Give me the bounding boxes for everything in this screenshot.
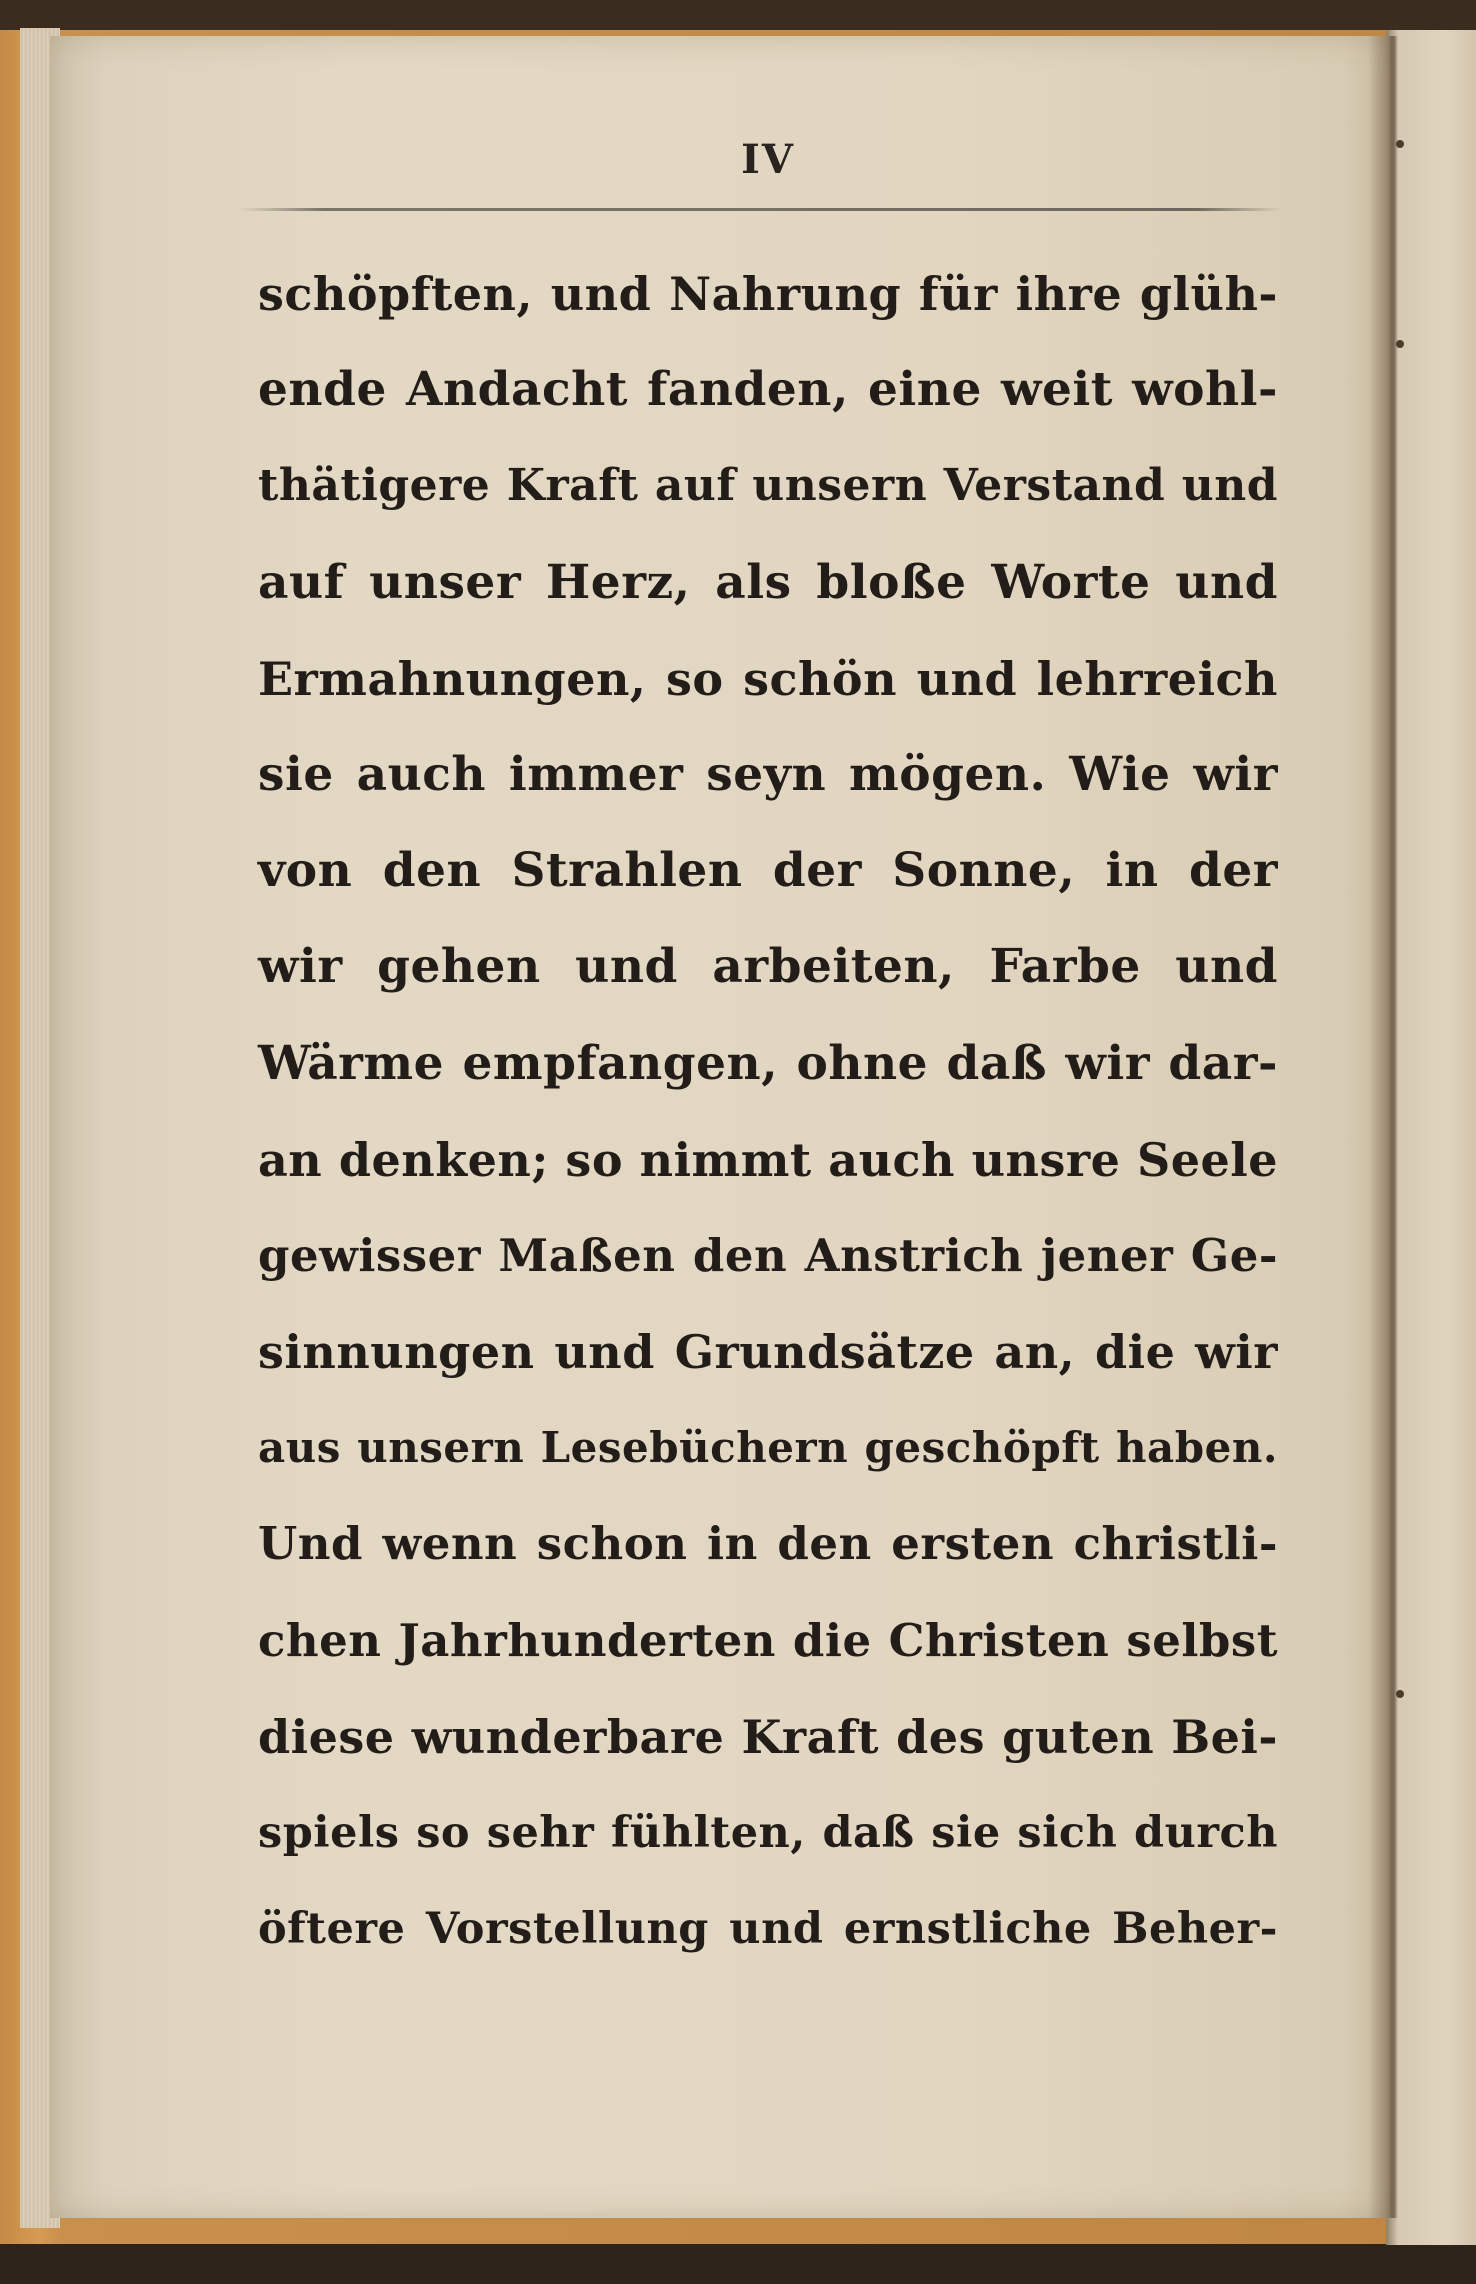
text-line: Ermahnungen, so schön und lehrreich bbox=[258, 651, 1278, 706]
page-number: IV bbox=[741, 136, 795, 183]
binding-stitch bbox=[1396, 340, 1404, 348]
cover-top-edge bbox=[0, 0, 1476, 30]
text-line: Und wenn schon in den ersten christli- bbox=[258, 1517, 1278, 1571]
text-line: ende Andacht fanden, eine weit wohl- bbox=[258, 362, 1278, 418]
text-line: an denken; so nimmt auch unsre Seele bbox=[258, 1132, 1278, 1187]
body-text bbox=[258, 246, 1278, 1977]
text-line: wir gehen und arbeiten, Farbe und bbox=[258, 939, 1278, 995]
text-line: aus unsern Lesebüchern geschöpft haben. bbox=[258, 1423, 1278, 1473]
text-line: chen Jahrhunderten die Christen selbst bbox=[258, 1613, 1278, 1667]
text-line: gewisser Maßen den Anstrich jener Ge- bbox=[258, 1228, 1278, 1282]
text-line: sie auch immer seyn mögen. Wie wir bbox=[258, 746, 1278, 802]
text-line: spiels so sehr fühlten, daß sie sich durch bbox=[258, 1808, 1278, 1858]
binding-stitch bbox=[1396, 1690, 1404, 1698]
text-line: diese wunderbare Kraft des guten Bei- bbox=[258, 1709, 1278, 1764]
facing-page-edge bbox=[1386, 30, 1476, 2245]
text-line: öftere Vorstellung und ernstliche Beher- bbox=[258, 1904, 1278, 1955]
text-line: Wärme empfangen, ohne daß wir dar- bbox=[258, 1035, 1278, 1091]
binding-gutter bbox=[1368, 36, 1398, 2218]
text-line: schöpften, und Nahrung für ihre glüh- bbox=[258, 267, 1278, 321]
text-line: thätigere Kraft auf unsern Verstand und bbox=[258, 460, 1278, 512]
text-line: auf unser Herz, als bloße Worte und bbox=[258, 554, 1278, 610]
text-line: sinnungen und Grundsätze an, die wir bbox=[258, 1325, 1278, 1380]
cover-bottom-edge bbox=[0, 2244, 1476, 2284]
header-rule bbox=[240, 208, 1280, 211]
text-line: von den Strahlen der Sonne, in der bbox=[258, 843, 1278, 899]
